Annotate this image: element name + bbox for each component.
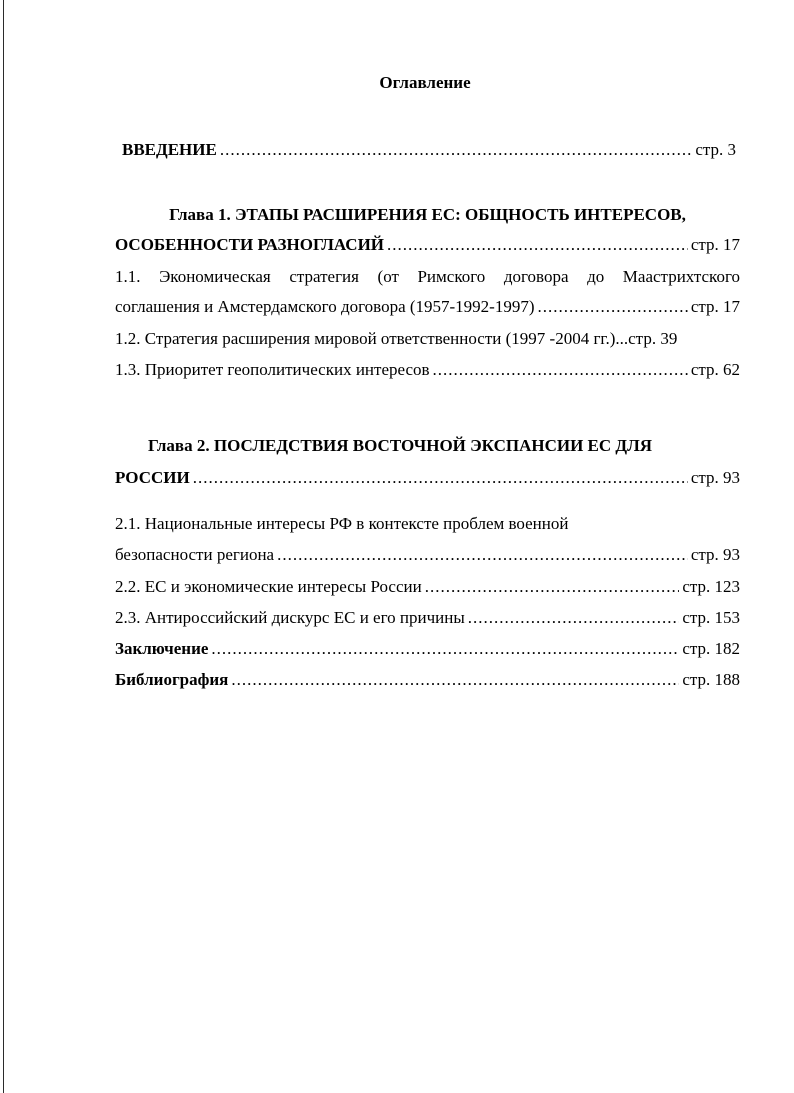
- toc-entry-label: соглашения и Амстердамского договора (1957-1992-1997): [115, 297, 535, 316]
- leader-dots: [468, 608, 680, 628]
- toc-entry-intro[interactable]: [122, 140, 736, 160]
- toc-entry-page: стр. 17: [690, 297, 740, 316]
- leader-dots: [433, 360, 688, 380]
- leader-dots: [193, 468, 688, 488]
- toc-entry-page: стр. 17: [690, 235, 740, 254]
- toc-entry-label: 2.2. ЕС и экономические интересы России: [115, 577, 422, 596]
- toc-entry-2-1-line1[interactable]: 2.1. Национальные интересы РФ в контексте проблем военной: [115, 514, 569, 533]
- toc-entry-2-1[interactable]: [115, 545, 740, 565]
- toc-entry-conclusion[interactable]: [115, 639, 740, 659]
- leader-dots: [211, 639, 679, 659]
- leader-dots: [277, 545, 688, 565]
- toc-entry-page: стр. 153: [682, 608, 740, 627]
- toc-entry-chapter1[interactable]: [115, 235, 740, 255]
- leader-dots: [220, 140, 692, 160]
- page-edge-line: [3, 0, 4, 1093]
- toc-entry-page: стр. 62: [690, 360, 740, 379]
- toc-entry-page: стр. 182: [682, 639, 740, 658]
- chapter2-heading-line2: РОССИИ: [115, 468, 190, 487]
- toc-entry-1-1-line1[interactable]: 1.1. Экономическая стратегия (от Римского договора до Маастрихтского: [115, 267, 740, 286]
- toc-entry-label: 2.3. Антироссийский дискурс ЕС и его причины: [115, 608, 465, 627]
- toc-entry-label: Библиография: [115, 670, 229, 689]
- chapter2-heading-line1: Глава 2. ПОСЛЕДСТВИЯ ВОСТОЧНОЙ ЭКСПАНСИИ ЕС ДЛЯ: [148, 436, 653, 455]
- chapter1-heading-line1: Глава 1. ЭТАПЫ РАСШИРЕНИЯ ЕС: ОБЩНОСТЬ ИНТЕРЕСОВ,: [169, 205, 686, 224]
- toc-entry-page: стр. 93: [690, 468, 740, 487]
- toc-entry-2-2[interactable]: [115, 577, 740, 597]
- toc-entry-bibliography[interactable]: [115, 670, 740, 690]
- toc-entry-page: стр. 3: [695, 140, 736, 159]
- toc-entry-page: стр. 123: [682, 577, 740, 596]
- toc-entry-label: 1.3. Приоритет геополитических интересов: [115, 360, 430, 379]
- leader-dots: [538, 297, 688, 317]
- chapter1-heading-line2: ОСОБЕННОСТИ РАЗНОГЛАСИЙ: [115, 235, 385, 254]
- toc-entry-label: ВВЕДЕНИЕ: [122, 140, 217, 159]
- toc-entry-label: безопасности региона: [115, 545, 275, 564]
- toc-entry-1-2[interactable]: [115, 329, 740, 349]
- leader-dots: [425, 577, 680, 597]
- toc-title: Оглавление: [379, 73, 471, 92]
- toc-entry-label: 1.2. Стратегия расширения мировой ответственности (1997 -2004 гг.): [115, 329, 616, 348]
- toc-entry-1-1[interactable]: [115, 297, 740, 317]
- leader-dots: [387, 235, 688, 255]
- toc-entry-label: Заключение: [115, 639, 209, 658]
- toc-entry-page: ...стр. 39: [615, 329, 678, 348]
- toc-entry-chapter2[interactable]: [115, 468, 740, 488]
- toc-entry-1-3[interactable]: [115, 360, 740, 380]
- toc-entry-page: стр. 93: [690, 545, 740, 564]
- toc-entry-2-3[interactable]: [115, 608, 740, 628]
- leader-dots: [231, 670, 679, 690]
- toc-entry-page: стр. 188: [682, 670, 740, 689]
